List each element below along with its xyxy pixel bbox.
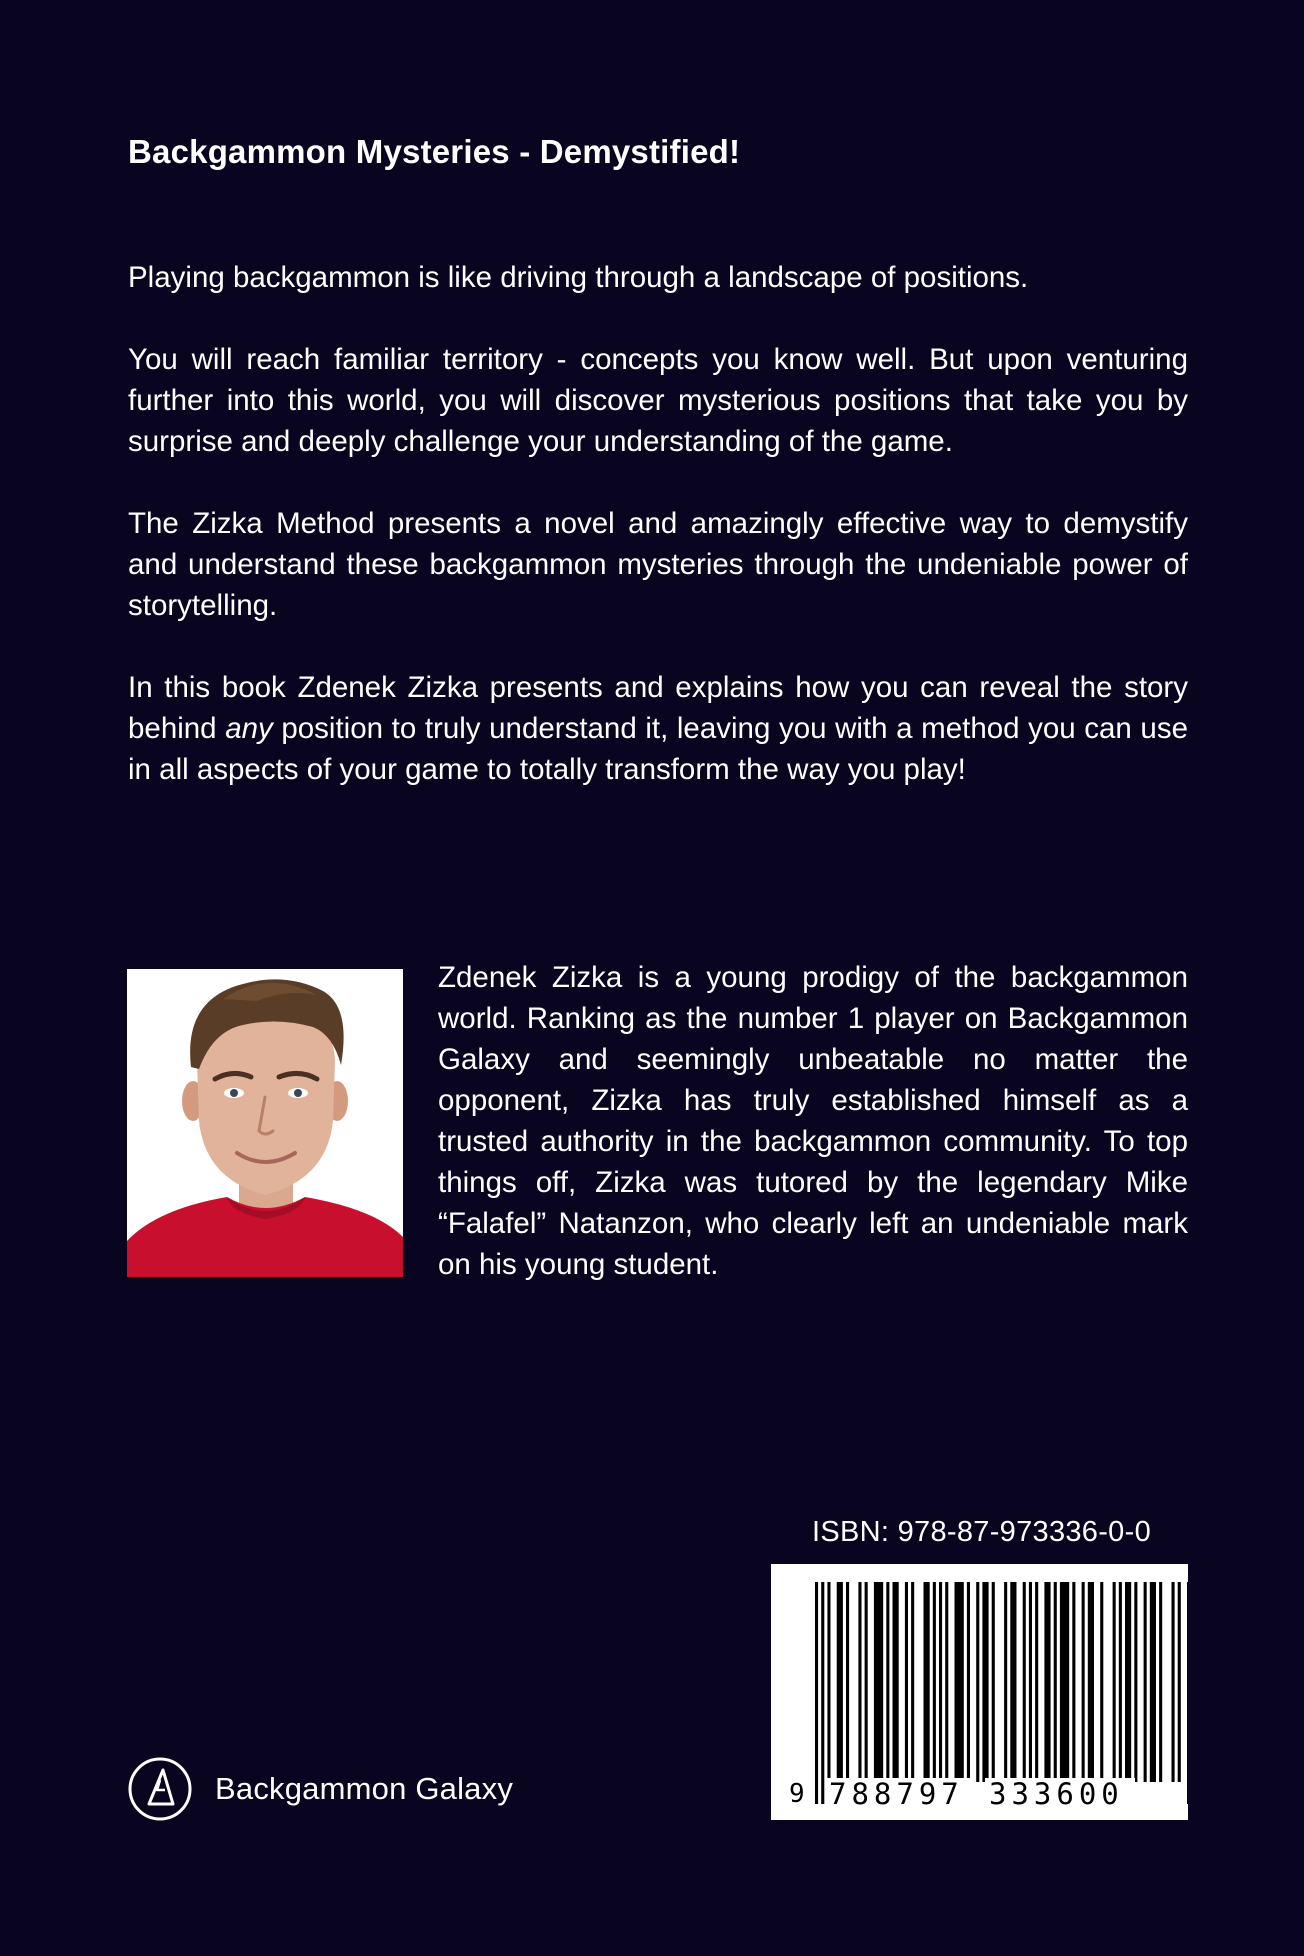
barcode-bar [1029,1582,1032,1782]
barcode-bar [967,1582,970,1782]
author-bio: Zdenek Zizka is a young prodigy of the backgammon world. Ranking as the number 1 player on Backgammon Galaxy and seemingly unbeatable no matter the opponent, Zizka has truly established himself as a trusted authority in the backgammon community. To top things off, Zizka was tutored by the legendary Mike “Falafel” Natanzon, who clearly left an undeniable mark on his young student. [438,961,1188,1281]
cover-title: Backgammon Mysteries - Demystified! [128,133,741,170]
barcode-bar [1134,1582,1137,1782]
barcode-right-digits: 333600 [989,1777,1124,1811]
barcode-bar [939,1582,942,1782]
blurb-paragraph-4-end: position to truly understand it, leaving you with a method you can use in all aspects of your game to totally transform the way you play! [128,712,1188,786]
publisher-name: Backgammon Galaxy [215,1771,514,1806]
barcode-icon [771,1564,1188,1820]
barcode-bar [1044,1582,1050,1782]
barcode-bar [874,1582,883,1782]
barcode-bar [1004,1582,1007,1782]
barcode-bar [858,1582,861,1782]
barcode-bar [837,1582,843,1782]
barcode-bar [1178,1582,1181,1782]
blurb-paragraph-2: You will reach familiar territory - concepts you know well. But upon venturing further into this world, you will discover mysterious positions that take you by surprise and deeply challenge your understanding of the game. [128,343,1188,458]
barcode-bar [911,1582,914,1782]
barcode-bar [865,1582,868,1782]
barcode-bar [1035,1582,1038,1782]
barcode-bar [846,1582,849,1782]
blurb-paragraph-1: Playing backgammon is like driving through a landscape of positions. [128,261,1029,294]
barcode-bar [1125,1582,1131,1782]
blurb-paragraph-3: The Zizka Method presents a novel and amazingly effective way to demystify and understand these backgammon mysteries through the undeniable power of storytelling. [128,507,1188,622]
barcode-bar [1113,1582,1116,1782]
barcode-bar [1119,1582,1122,1782]
barcode-bar [992,1582,995,1782]
barcode-bar [893,1582,899,1782]
isbn-label: ISBN: 978-87-973336-0-0 [812,1516,1151,1548]
barcode-bar [1088,1582,1094,1782]
barcode-bar [1172,1582,1175,1782]
barcode-bar [1010,1582,1016,1804]
barcode-bar [1054,1582,1057,1782]
blurb-paragraph-4-start: In this book Zdenek Zizka presents and explains how you can reveal the story behind [128,671,1188,745]
barcode-bar [982,1582,988,1782]
barcode-bar [955,1582,964,1782]
author-portrait-icon [127,969,403,1277]
barcode-bar [1144,1582,1147,1782]
barcode-bar [924,1582,930,1782]
barcode [771,1564,1188,1820]
barcode-lead-digit: 9 [789,1779,805,1809]
barcode-bar [827,1582,830,1782]
author-photo [127,969,403,1277]
galaxy-logo-icon [127,1756,193,1822]
barcode-bar [815,1582,818,1804]
barcode-bar [905,1582,908,1782]
publisher [127,1756,513,1822]
barcode-bar [945,1582,948,1782]
barcode-bar [1082,1582,1085,1782]
barcode-bar [1159,1582,1162,1782]
barcode-bar [1150,1582,1156,1782]
blurb-paragraph-4-emphasis: any [225,712,273,745]
barcode-left-digits: 788797 [829,1777,964,1811]
barcode-bar [1187,1582,1188,1804]
barcode-bar [1023,1582,1026,1804]
barcode-bar [1060,1582,1069,1782]
barcode-bar [1072,1582,1075,1782]
barcode-bar [976,1582,979,1782]
barcode-bar [821,1582,824,1804]
barcode-bar [933,1582,936,1782]
blurb-paragraph-4 [128,667,1188,790]
barcode-bar [1100,1582,1103,1782]
blurb-text [128,257,1188,831]
barcode-bar [886,1582,889,1782]
